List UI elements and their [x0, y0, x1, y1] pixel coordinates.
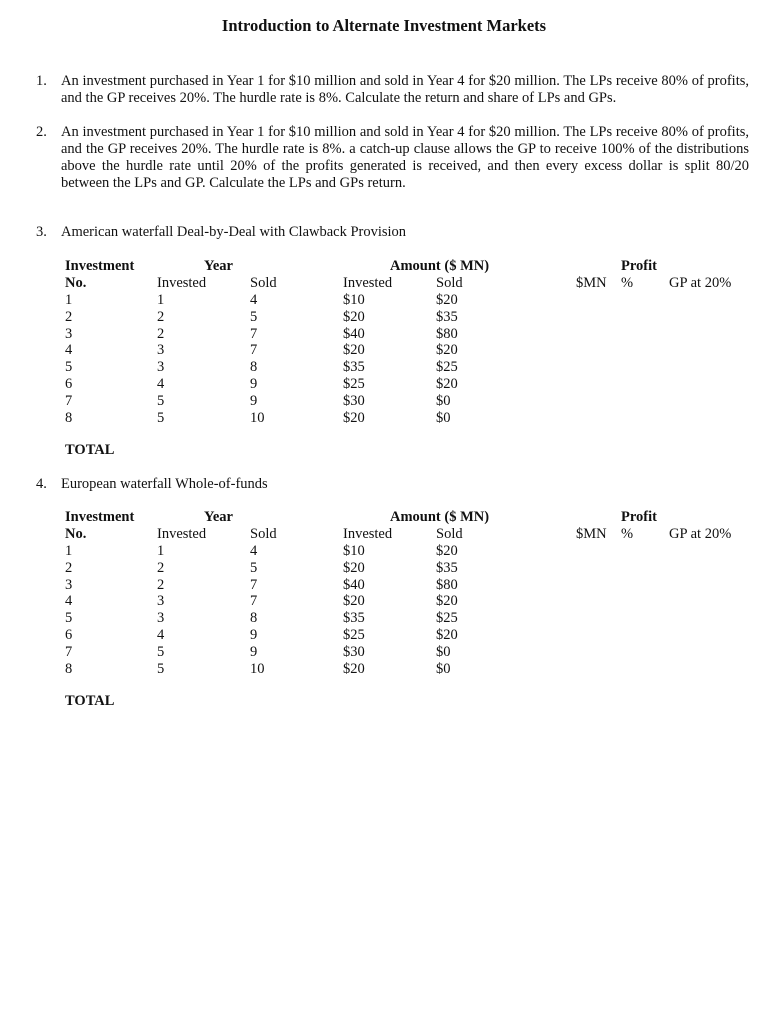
header-gp-share: GP at 20% — [669, 275, 732, 291]
question-number: 1. — [36, 73, 47, 89]
cell-amount-invested: $10 — [343, 543, 365, 559]
cell-amount-invested: $20 — [343, 308, 365, 325]
cell-amount-invested: $20 — [343, 559, 365, 576]
header-year-invested: Invested — [157, 526, 207, 542]
header-amount-sold: Sold — [436, 526, 463, 542]
cell-year-sold: 5 — [250, 559, 258, 576]
cell-amount-invested: $20 — [343, 593, 365, 610]
cell-investment-no: 5 — [65, 610, 73, 627]
total-label: TOTAL — [65, 693, 115, 709]
header-investment: Investment — [65, 258, 135, 274]
header-investment: Investment — [65, 509, 135, 525]
cell-investment-no: 8 — [65, 409, 73, 426]
header-profit-pct: % — [621, 526, 634, 542]
cell-investment-no: 4 — [65, 593, 73, 610]
cell-amount-invested: $20 — [343, 342, 365, 359]
question-text: American waterfall Deal-by-Deal with Clawback Provision — [61, 224, 407, 240]
cell-year-invested: 3 — [157, 593, 165, 610]
cell-year-sold: 7 — [250, 325, 258, 342]
header-profit-pct: % — [621, 275, 634, 291]
cell-amount-sold: $0 — [436, 392, 451, 409]
cell-amount-sold: $35 — [436, 308, 458, 325]
cell-year-invested: 4 — [157, 376, 165, 392]
header-profit-mn: $MN — [576, 526, 607, 542]
cell-amount-invested: $30 — [343, 643, 365, 660]
header-no: No. — [65, 526, 87, 542]
cell-amount-sold: $0 — [436, 643, 451, 660]
question-text: European waterfall Whole-of-funds — [61, 476, 268, 492]
cell-year-sold: 10 — [250, 409, 265, 426]
cell-year-invested: 3 — [157, 342, 165, 359]
question-4 — [36, 476, 749, 493]
cell-year-sold: 7 — [250, 342, 258, 359]
header-year: Year — [204, 509, 233, 525]
cell-year-sold: 8 — [250, 359, 258, 376]
question-1 — [36, 73, 749, 107]
cell-year-invested: 2 — [157, 559, 165, 576]
header-no: No. — [65, 275, 87, 291]
cell-amount-sold: $0 — [436, 409, 451, 426]
cell-year-invested: 2 — [157, 325, 165, 342]
cell-amount-invested: $40 — [343, 576, 365, 593]
cell-year-invested: 3 — [157, 359, 165, 376]
cell-investment-no: 6 — [65, 627, 73, 643]
header-profit-mn: $MN — [576, 275, 607, 291]
cell-investment-no: 8 — [65, 660, 73, 677]
header-year: Year — [204, 258, 233, 274]
cell-amount-sold: $20 — [436, 593, 458, 610]
header-amount: Amount ($ MN) — [390, 258, 490, 274]
header-amount-invested: Invested — [343, 526, 393, 542]
cell-year-invested: 1 — [157, 292, 165, 308]
cell-year-sold: 10 — [250, 660, 265, 677]
question-text: An investment purchased in Year 1 for $10 million and sold in Year 4 for $20 million. The LPs receive 80% of profits, and the GP receives 20%. The hurdle rate is 8%. a catch-up clause allows the GP to receive 100% of the distributions above the hurdle rate until 20% of the profits generated is received, and then every excess dollar is split 80/20 between the LPs and GP. Calculate the LPs and GPs return. — [61, 124, 749, 191]
cell-investment-no: 3 — [65, 576, 73, 593]
cell-amount-sold: $20 — [436, 543, 458, 559]
cell-amount-invested: $20 — [343, 409, 365, 426]
header-gp-share: GP at 20% — [669, 526, 732, 542]
cell-year-invested: 5 — [157, 643, 165, 660]
cell-investment-no: 2 — [65, 559, 73, 576]
cell-year-invested: 2 — [157, 308, 165, 325]
cell-year-sold: 7 — [250, 576, 258, 593]
cell-year-invested: 3 — [157, 610, 165, 627]
question-2 — [36, 124, 749, 192]
cell-amount-sold: $0 — [436, 660, 451, 677]
cell-investment-no: 5 — [65, 359, 73, 376]
cell-year-invested: 5 — [157, 392, 165, 409]
cell-amount-sold: $25 — [436, 359, 458, 376]
header-year-sold: Sold — [250, 275, 277, 291]
header-year-invested: Invested — [157, 275, 207, 291]
cell-amount-sold: $35 — [436, 559, 458, 576]
header-profit: Profit — [621, 509, 657, 525]
cell-amount-sold: $20 — [436, 292, 458, 308]
cell-amount-invested: $25 — [343, 376, 365, 392]
cell-amount-invested: $35 — [343, 610, 365, 627]
header-amount-invested: Invested — [343, 275, 393, 291]
cell-amount-sold: $25 — [436, 610, 458, 627]
cell-year-sold: 9 — [250, 643, 258, 660]
cell-year-sold: 9 — [250, 627, 258, 643]
cell-year-invested: 2 — [157, 576, 165, 593]
cell-investment-no: 7 — [65, 392, 73, 409]
cell-year-sold: 4 — [250, 292, 258, 308]
cell-year-sold: 7 — [250, 593, 258, 610]
header-profit: Profit — [621, 258, 657, 274]
cell-amount-sold: $80 — [436, 576, 458, 593]
cell-investment-no: 7 — [65, 643, 73, 660]
question-number: 4. — [36, 476, 47, 492]
cell-investment-no: 6 — [65, 376, 73, 392]
document-title: Introduction to Alternate Investment Markets — [221, 16, 547, 35]
cell-investment-no: 1 — [65, 292, 73, 308]
cell-amount-invested: $35 — [343, 359, 365, 376]
cell-year-invested: 5 — [157, 660, 165, 677]
total-label: TOTAL — [65, 442, 115, 458]
cell-amount-sold: $20 — [436, 376, 458, 392]
cell-year-invested: 4 — [157, 627, 165, 643]
cell-year-sold: 4 — [250, 543, 258, 559]
cell-year-sold: 9 — [250, 392, 258, 409]
cell-amount-invested: $30 — [343, 392, 365, 409]
cell-investment-no: 3 — [65, 325, 73, 342]
cell-amount-invested: $25 — [343, 627, 365, 643]
cell-amount-sold: $20 — [436, 627, 458, 643]
question-text: An investment purchased in Year 1 for $10 million and sold in Year 4 for $20 million. The LPs receive 80% of profits, and the GP receives 20%. The hurdle rate is 8%. Calculate the return and share of LPs and GPs. — [61, 73, 749, 106]
cell-year-sold: 8 — [250, 610, 258, 627]
cell-year-invested: 5 — [157, 409, 165, 426]
cell-amount-sold: $20 — [436, 342, 458, 359]
cell-investment-no: 2 — [65, 308, 73, 325]
header-amount-sold: Sold — [436, 275, 463, 291]
header-amount: Amount ($ MN) — [390, 509, 490, 525]
question-3 — [36, 224, 749, 241]
cell-amount-invested: $10 — [343, 292, 365, 308]
cell-amount-sold: $80 — [436, 325, 458, 342]
cell-year-invested: 1 — [157, 543, 165, 559]
cell-investment-no: 4 — [65, 342, 73, 359]
cell-investment-no: 1 — [65, 543, 73, 559]
header-year-sold: Sold — [250, 526, 277, 542]
cell-amount-invested: $40 — [343, 325, 365, 342]
cell-year-sold: 5 — [250, 308, 258, 325]
cell-year-sold: 9 — [250, 376, 258, 392]
question-number: 3. — [36, 224, 47, 240]
question-number: 2. — [36, 124, 47, 140]
cell-amount-invested: $20 — [343, 660, 365, 677]
